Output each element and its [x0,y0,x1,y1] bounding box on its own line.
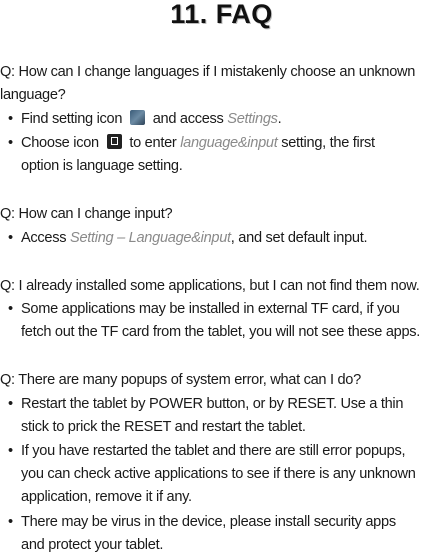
page-title: 11. FAQ [170,0,273,29]
question-1-line-1: Q: How can I change languages if I mistakenly choose an unknown [0,64,416,80]
answer-2-bullet-1 [21,228,367,248]
question-4: Q: There are many popups of system error, what can I do? [0,372,361,388]
answer-4-bullet-3-line-2: and protect your tablet. [21,537,164,553]
answer-text: Access [21,230,67,246]
answer-4-bullet-2-line-2: you can check active applications to see if there is any unknown [21,466,416,482]
answer-text: , and set default input. [230,230,368,246]
answer-text: . [277,111,282,127]
answer-1-bullet-1 [21,109,281,129]
answer-text: setting, the first [281,135,375,151]
answer-3-line-1: Some applications may be installed in external TF card, if you [21,301,400,317]
answer-text: and access [152,111,224,127]
answer-1-bullet-2-line-2: option is language setting. [21,158,183,174]
answer-text: to enter [129,135,177,151]
setting-language-highlight: Setting – Language&input [70,230,231,246]
question-1-line-2: language? [0,87,66,103]
bullet-dot: • [8,301,14,317]
bullet-dot: • [8,514,14,530]
question-2: Q: How can I change input? [0,206,173,222]
answer-4-bullet-2-line-1: If you have restarted the tablet and there are still error popups, [21,443,406,459]
bullet-dot: • [8,135,14,151]
answer-1-bullet-2 [21,133,375,153]
settings-icon [130,110,145,125]
answer-3-line-2: fetch out the TF card from the tablet, you will not see these apps. [21,324,421,340]
bullet-dot: • [8,230,14,246]
answer-4-bullet-2-line-3: application, remove it if any. [21,489,192,505]
answer-4-bullet-1-line-1: Restart the tablet by POWER button, or by RESET. Use a thin [21,396,404,412]
language-input-highlight: language&input [180,135,278,151]
answer-text: Find setting icon [21,111,123,127]
bullet-dot: • [8,396,14,412]
bullet-dot: • [8,443,14,459]
answer-4-bullet-3-line-1: There may be virus in the device, please install security apps [21,514,396,530]
language-input-icon [107,134,122,149]
answer-4-bullet-1-line-2: stick to prick the RESET and restart the tablet. [21,419,306,435]
question-3: Q: I already installed some applications, but I can not find them now. [0,278,420,294]
bullet-dot: • [8,111,14,127]
answer-text: Choose icon [21,135,99,151]
settings-highlight: Settings [227,111,278,127]
